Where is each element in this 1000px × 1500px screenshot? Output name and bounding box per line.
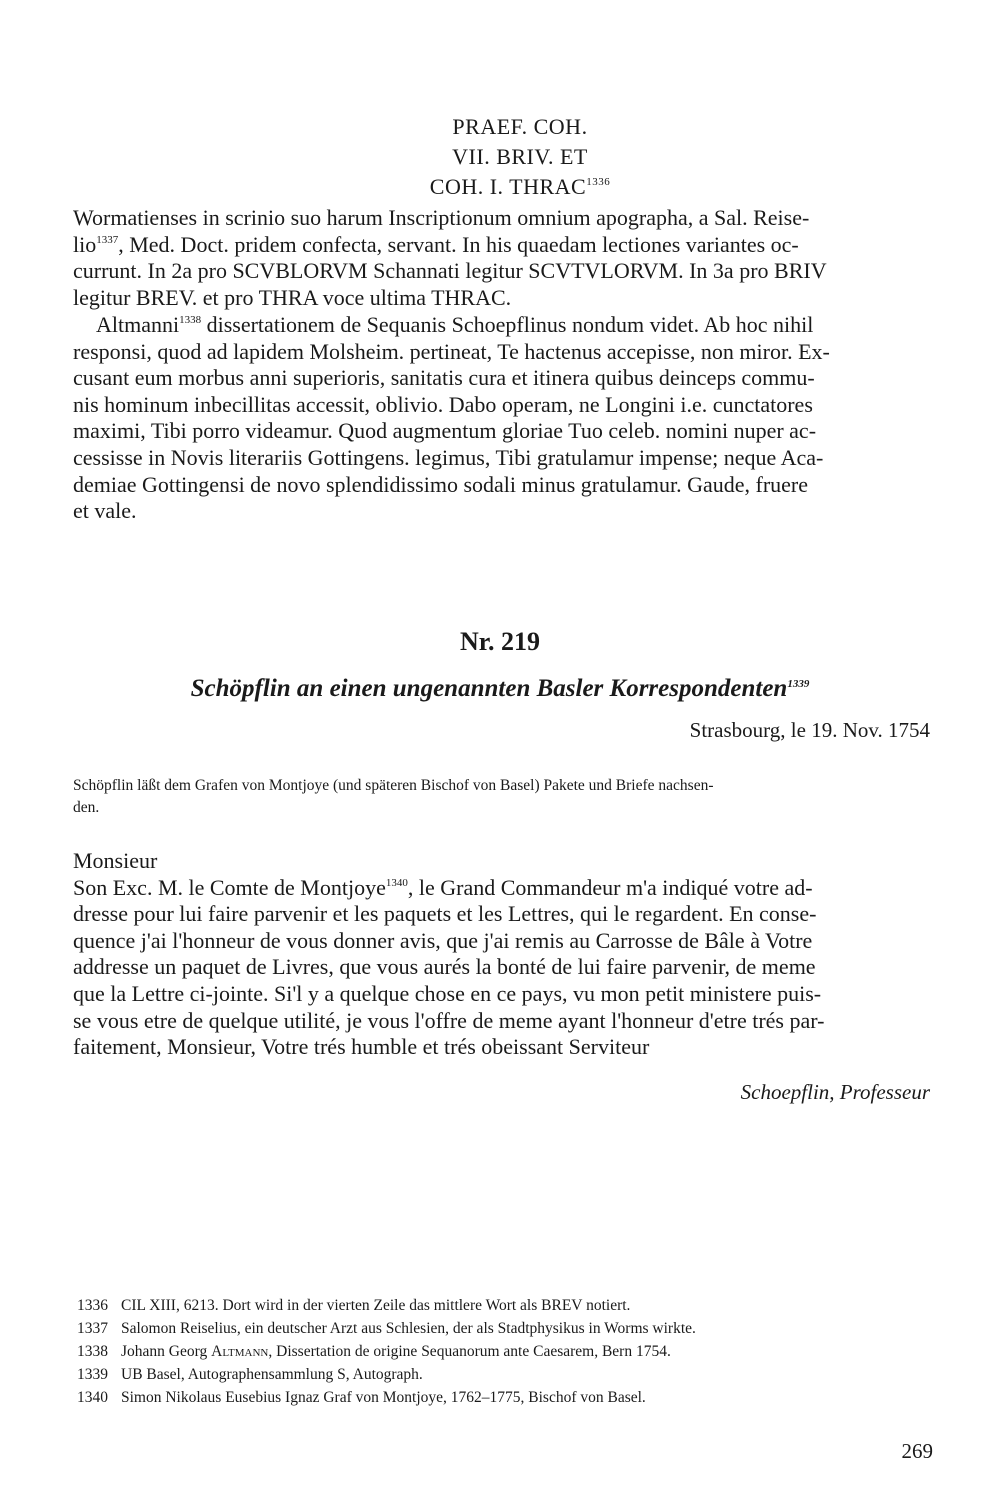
- text-line: quence j'ai l'honneur de vous donner avis, que j'ai remis au Carrosse de Bâle à Votre: [73, 927, 813, 953]
- page-number: 269: [901, 1439, 933, 1463]
- text-line: Son Exc. M. le Comte de Montjoye$^{1340}$, le Grand Commandeur m'a indiqué votre ad-: [73, 874, 813, 900]
- text-line: demiae Gottingensi de novo splendidissimo sodali minus gratulamur. Gaude, fruere: [73, 471, 809, 497]
- letter-body: [73, 848, 931, 1061]
- footnote: [77, 1294, 937, 1317]
- paragraph-1: [73, 205, 931, 311]
- regest-summary: [73, 775, 931, 819]
- letter-title: Schöpflin an einen ungenannten Basler Korrespondenten$^{1339}$: [190, 675, 810, 702]
- text-line: Schöpflin läßt dem Grafen von Montjoye (und späteren Bischof von Basel) Pakete und Briefe nachsen-: [73, 777, 714, 794]
- inscription-line: VII. BRIV. ET: [452, 144, 588, 169]
- footnote-ref: 1337: [96, 233, 119, 246]
- text-line: faitement, Monsieur, Votre trés humble et trés obeissant Serviteur: [73, 1034, 650, 1060]
- text-line: cusant eum morbus anni superioris, sanitatis cura et itinera quibus deinceps commu-: [73, 365, 815, 391]
- footnote-text: UB Basel, Autographensammlung S, Autograph.: [121, 1366, 423, 1383]
- text-line: den.: [73, 799, 100, 816]
- paragraph-2: [73, 312, 931, 525]
- text-line: addresse un paquet de Livres, que vous aurés la bonté de lui faire parvenir, de meme: [73, 954, 816, 980]
- footnote-text: Simon Nikolaus Eusebius Ignaz Graf von Montjoye, 1762–1775, Bischof von Basel.: [121, 1389, 646, 1406]
- text-line: que la Lettre ci-jointe. Si'l y a quelque chose en ce pays, vu mon petit ministere puis-: [73, 980, 822, 1006]
- inscription-line: [40, 172, 1000, 202]
- signature: Schoepflin, Professeur: [740, 1080, 930, 1104]
- footnote-text: Salomon Reiselius, ein deutscher Arzt aus Schlesien, der als Stadtphysikus in Worms wirkte.: [121, 1320, 696, 1337]
- footnote-text: Johann Georg Altmann, Dissertation de origine Sequanorum ante Caesarem, Bern 1754.: [121, 1343, 671, 1360]
- inscription-line-text: COH. I. THRAC: [429, 174, 587, 199]
- text-line: Altmanni$^{1338}$ dissertationem de Sequanis Schoepflinus nondum videt. Ab hoc nihil: [96, 312, 814, 337]
- salutation: Monsieur: [73, 848, 158, 873]
- footnote-text: CIL XIII, 6213. Dort wird in der vierten Zeile das mittlere Wort als BREV notiert.: [121, 1297, 631, 1314]
- text-line: nis hominum inbecillitas accessit, oblivio. Dabo operam, ne Longini i.e. cunctatores: [73, 391, 813, 417]
- text-line: se vous etre de quelque utilité, je vous l'offre de meme ayant l'honneur d'etre trés par-: [73, 1007, 825, 1033]
- footnote-ref: 1340: [385, 876, 408, 889]
- footnote-ref: 1339: [787, 678, 810, 690]
- text-line: maximi, Tibi porro videamur. Quod augmentum gloriae Tuo celeb. nomini nuper ac-: [73, 418, 817, 444]
- place-date: Strasbourg, le 19. Nov. 1754: [689, 718, 930, 742]
- footnote: [77, 1317, 937, 1340]
- text-line: currunt. In 2a pro SCVBLORVM Schannati legitur SCVTVLORVM. In 3a pro BRIV: [73, 258, 827, 284]
- text-line: cessisse in Novis literariis Gottingens. legimus, Tibi gratulamur impense; neque Aca-: [73, 444, 824, 470]
- footnote-number: 1337: [77, 1320, 108, 1337]
- footnote-number: 1338: [77, 1343, 108, 1360]
- footnote-number: 1336: [77, 1297, 108, 1314]
- footnote-ref: 1338: [179, 314, 202, 326]
- inscription-line: PRAEF. COH.: [452, 114, 588, 139]
- footnote-number: 1339: [77, 1366, 108, 1383]
- letter-number: Nr. 219: [460, 627, 540, 656]
- footnote-number: 1340: [77, 1389, 108, 1406]
- text-line: Wormatienses in scrinio suo harum Inscriptionum omnium apographa, a Sal. Reise-: [73, 205, 810, 230]
- footnotes: [77, 1294, 937, 1409]
- footnote: [77, 1386, 937, 1409]
- text-line: lio$^{1337}$, Med. Doct. pridem confecta, servant. In his quaedam lectiones variantes oc-: [73, 231, 799, 257]
- text-line: dresse pour lui faire parvenir et les paquets et les Lettres, qui le regardent. En conse-: [73, 901, 817, 927]
- footnote: [77, 1340, 937, 1363]
- inscription-heading: [0, 112, 1000, 202]
- footnote-ref: 1336: [586, 176, 611, 188]
- footnote: [77, 1363, 937, 1386]
- text-line: et vale.: [73, 498, 137, 524]
- text-line: responsi, quod ad lapidem Molsheim. pertineat, Te hactenus accepisse, non miror. Ex-: [73, 338, 830, 364]
- text-line: legitur BREV. et pro THRA voce ultima THRAC.: [73, 284, 512, 310]
